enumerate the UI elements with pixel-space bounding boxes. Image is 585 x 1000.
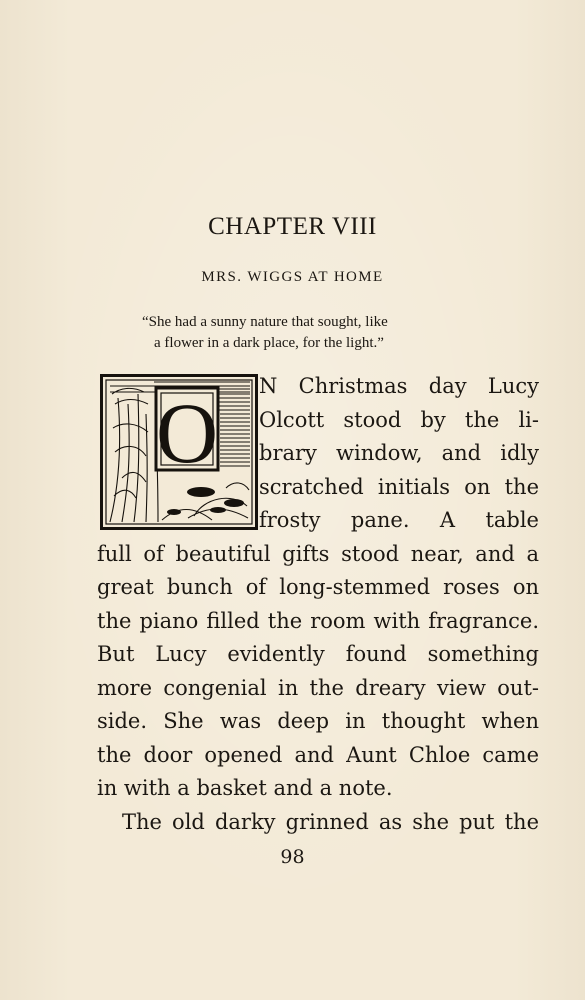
- body-line: N Christmas day Lucy: [259, 374, 539, 398]
- body-line: more congenial in the dreary view out-: [97, 675, 539, 700]
- epigraph-line-2: a flower in a dark place, for the light.”: [154, 335, 384, 351]
- body-line: side. She was deep in thought when: [97, 709, 539, 733]
- chapter-title: CHAPTER VIII: [208, 213, 377, 240]
- body-line: But Lucy evidently found something: [97, 642, 539, 666]
- page-number: 98: [280, 846, 305, 868]
- body-line: great bunch of long-stemmed roses on: [97, 575, 539, 599]
- body-text: [97, 370, 539, 839]
- body-line: the piano filled the room with fragrance.: [97, 608, 539, 633]
- body-line: the door opened and Aunt Chloe came: [97, 742, 539, 767]
- body-line: in with a basket and a note.: [97, 776, 393, 800]
- body-line: Olcott stood by the li-: [259, 407, 539, 432]
- body-line: frosty pane. A table: [259, 508, 539, 532]
- body-line: The old darky grinned as she put the: [122, 809, 539, 834]
- body-line: full of beautiful gifts stood near, and a: [97, 541, 539, 566]
- drop-cap-letter: O: [155, 385, 219, 481]
- chapter-subtitle: MRS. WIGGS AT HOME: [201, 269, 384, 285]
- body-line: scratched initials on the: [259, 474, 539, 499]
- epigraph-line-1: “She had a sunny nature that sought, like: [142, 314, 388, 330]
- epigraph: [110, 312, 500, 354]
- body-line: brary window, and idly: [259, 441, 539, 465]
